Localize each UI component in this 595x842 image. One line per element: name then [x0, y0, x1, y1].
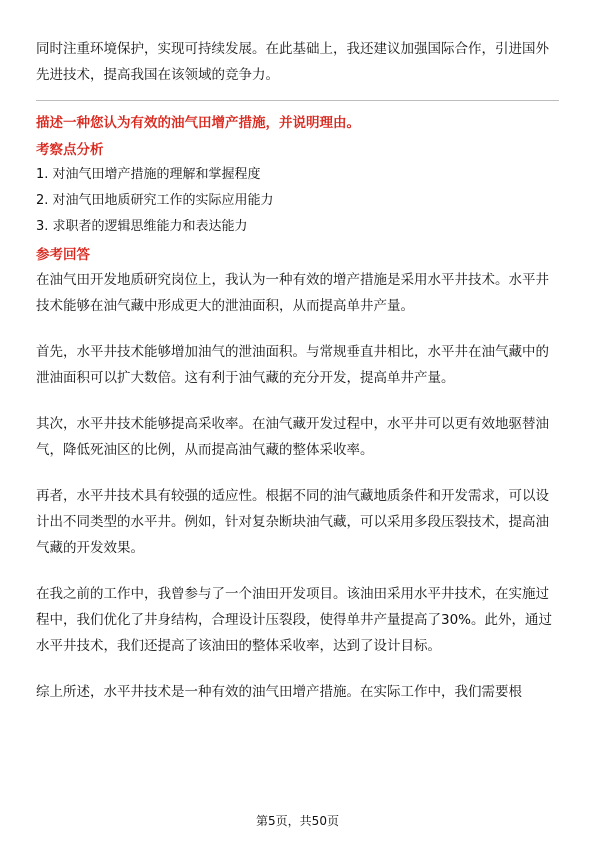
answer-paragraph: 综上所述，水平井技术是一种有效的油气田增产措施。在实际工作中，我们需要根	[36, 684, 522, 700]
answer-paragraph: 在我之前的工作中，我曾参与了一个油田开发项目。该油田采用水平井技术，在实施过程中，我们优化了井身结构，合理设计压裂段，使得单井产量提高了30%。此外，通过水平井技术，我们还提高了该油田的整体采收率，达到了设计目标。	[36, 586, 553, 654]
question-heading: 描述一种您认为有效的油气田增产措施，并说明理由。	[36, 115, 360, 131]
analysis-point: 3. 求职者的逻辑思维能力和表达能力	[36, 219, 248, 234]
answer-paragraph: 首先，水平井技术能够增加油气的泄油面积。与常规垂直井相比，水平井在油气藏中的泄油面积可以扩大数倍。这有利于油气藏的充分开发，提高单井产量。	[36, 344, 549, 386]
answer-paragraph: 在油气田开发地质研究岗位上，我认为一种有效的增产措施是采用水平井技术。水平井技术能够在油气藏中形成更大的泄油面积，从而提高单井产量。	[36, 272, 549, 314]
answer-paragraph: 其次，水平井技术能够提高采收率。在油气藏开发过程中，水平井可以更有效地驱替油气，降低死油区的比例，从而提高油气藏的整体采收率。	[36, 416, 549, 458]
analysis-title: 考察点分析	[36, 142, 104, 158]
answer-paragraph: 再者，水平井技术具有较强的适应性。根据不同的油气藏地质条件和开发需求，可以设计出不同类型的水平井。例如，针对复杂断块油气藏，可以采用多段压裂技术，提高油气藏的开发效果。	[36, 488, 549, 556]
analysis-point: 1. 对油气田增产措施的理解和掌握程度	[36, 167, 261, 182]
page-number-footer: 第5页，共50页	[256, 814, 339, 828]
section-divider	[36, 100, 559, 101]
intro-paragraph-tail: 同时注重环境保护，实现可持续发展。在此基础上，我还建议加强国际合作，引进国外先进技术，提高我国在该领域的竞争力。	[36, 41, 549, 83]
analysis-point: 2. 对油气田地质研究工作的实际应用能力	[36, 193, 274, 208]
document-body	[36, 36, 559, 705]
answer-title: 参考回答	[36, 247, 90, 263]
